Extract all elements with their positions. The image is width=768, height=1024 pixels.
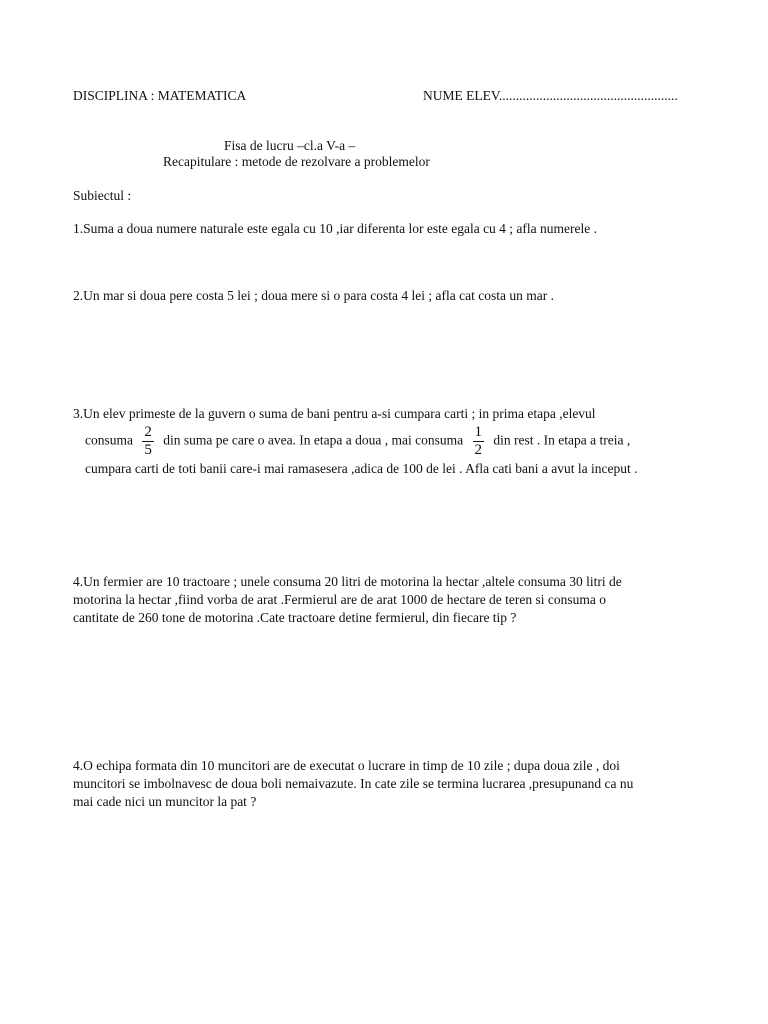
student-name-field: NUME ELEV..................................................... bbox=[423, 88, 678, 103]
subject-label: Subiectul : bbox=[73, 188, 132, 203]
problem-5-line-3: mai cade nici un muncitor la pat ? bbox=[73, 794, 257, 809]
fraction-one-half bbox=[473, 425, 485, 458]
discipline-label: DISCIPLINA : MATEMATICA bbox=[73, 88, 247, 103]
problem-5-line-1: 4.O echipa formata din 10 muncitori are de executat o lucrare in timp de 10 zile ; dupa doua zile , doi bbox=[73, 758, 620, 773]
worksheet-title: Fisa de lucru –cl.a V-a – bbox=[224, 138, 356, 153]
problem-4 bbox=[73, 573, 738, 627]
problem-4-line-3: cantitate de 260 tone de motorina .Cate tractoare detine fermierul, din fiecare tip ? bbox=[73, 610, 517, 625]
fraction-two-fifths bbox=[142, 425, 154, 458]
problem-3-line-2 bbox=[73, 425, 738, 458]
problem-3-text-a: consuma bbox=[85, 432, 133, 448]
fraction-1-denominator: 5 bbox=[144, 442, 152, 458]
problem-3-line-1: 3.Un elev primeste de la guvern o suma de bani pentru a-si cumpara carti ; in prima etapa ,elevul bbox=[73, 406, 596, 421]
worksheet-subtitle: Recapitulare : metode de rezolvare a problemelor bbox=[163, 154, 430, 169]
fraction-2-denominator: 2 bbox=[474, 442, 482, 458]
problem-1: 1.Suma a doua numere naturale este egala cu 10 ,iar diferenta lor este egala cu 4 ; afla numerele . bbox=[73, 221, 598, 236]
problem-3 bbox=[73, 405, 738, 478]
fraction-1-numerator: 2 bbox=[144, 424, 152, 440]
problem-3-line-3: cumpara carti de toti banii care-i mai ramasesera ,adica de 100 de lei . Afla cati bani a avut la inceput . bbox=[85, 461, 638, 476]
fraction-2-numerator: 1 bbox=[474, 424, 482, 440]
problem-3-text-b: din suma pe care o avea. In etapa a doua , mai consuma bbox=[163, 432, 464, 448]
problem-3-text-c: din rest . In etapa a treia , bbox=[493, 432, 631, 448]
problem-5 bbox=[73, 757, 738, 811]
problem-2: 2.Un mar si doua pere costa 5 lei ; doua mere si o para costa 4 lei ; afla cat costa un mar . bbox=[73, 288, 554, 303]
problem-4-line-2: motorina la hectar ,fiind vorba de arat .Fermierul are de arat 1000 de hectare de teren si consuma o bbox=[73, 592, 607, 607]
problem-5-line-2: muncitori se imbolnavesc de doua boli nemaivazute. In cate zile se termina lucrarea ,presupunand ca nu bbox=[73, 776, 634, 791]
problem-4-line-1: 4.Un fermier are 10 tractoare ; unele consuma 20 litri de motorina la hectar ,altele consuma 30 litri de bbox=[73, 574, 622, 589]
